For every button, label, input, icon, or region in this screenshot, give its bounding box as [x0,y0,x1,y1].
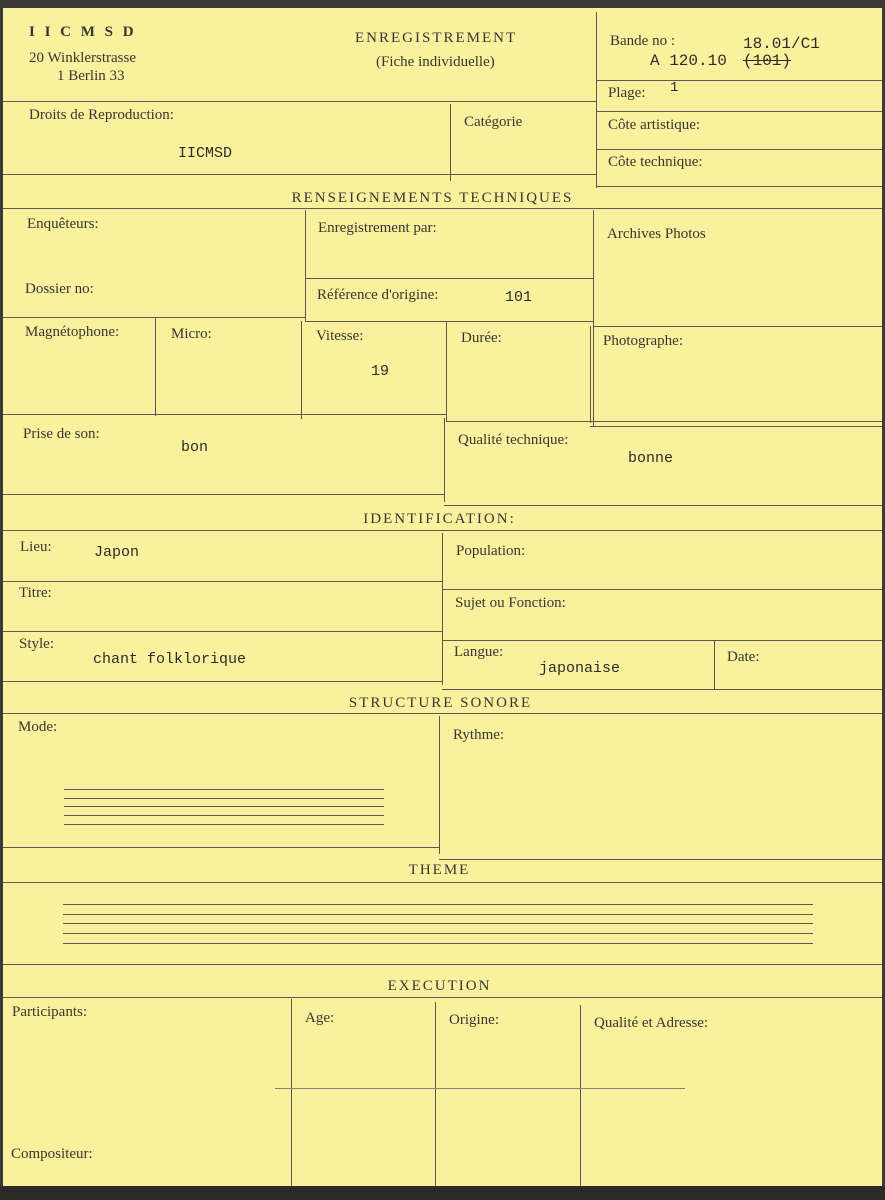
duree-label: Durée: [461,330,502,346]
plage-label: Plage: [608,85,646,101]
lieu-value: Japon [94,544,140,561]
origine-label: Origine: [449,1012,499,1028]
record-card [3,8,882,1194]
prise-de-son-label: Prise de son: [23,426,100,442]
date-label: Date: [727,649,760,665]
langue-value: japonaise [539,660,621,677]
qualite-adresse-label: Qualité et Adresse: [594,1015,709,1031]
sujet-label: Sujet ou Fonction: [455,595,566,611]
magnetophone-label: Magnétophone: [25,324,120,340]
card-bottom-edge [0,1186,885,1200]
bande-value-2: A 120.10 [650,52,727,70]
section-theme-title: THEME [408,862,471,878]
population-label: Population: [456,543,526,559]
participants-label: Participants: [12,1004,87,1020]
address-line-1: 20 Winklerstrasse [29,50,137,66]
archives-photos-label: Archives Photos [607,226,706,242]
qualite-technique-label: Qualité technique: [458,432,569,448]
photographe-label: Photographe: [603,333,683,349]
enqueteurs-label: Enquêteurs: [27,216,99,232]
categorie-label: Catégorie [464,114,523,130]
org-logo: I I C M S D [29,24,137,40]
bande-value-1: 18.01/C1 [743,35,820,53]
qualite-technique-value: bonne [628,450,674,467]
bande-struck-value: (101) [743,52,792,70]
droits-label: Droits de Reproduction: [29,107,174,123]
cote-technique-label: Côte technique: [608,154,703,170]
section-structure-title: STRUCTURE SONORE [348,695,533,711]
reference-label: Référence d'origine: [317,287,439,303]
reference-value: 101 [505,289,533,306]
rythme-label: Rythme: [453,727,505,743]
style-value: chant folklorique [93,651,247,668]
mode-label: Mode: [18,719,58,735]
age-label: Age: [305,1010,335,1026]
section-identification-title: IDENTIFICATION: [363,511,516,527]
compositeur-label: Compositeur: [11,1146,93,1162]
address-line-2: 1 Berlin 33 [57,68,125,84]
titre-label: Titre: [19,585,52,601]
section-technical-title: RENSEIGNEMENTS TECHNIQUES [291,190,574,206]
prise-de-son-value: bon [181,439,209,456]
bande-label: Bande no : [610,33,675,49]
form-title: ENREGISTREMENT [355,30,518,46]
micro-label: Micro: [171,326,212,342]
plage-value: 1 [670,80,679,96]
form-subtitle: (Fiche individuelle) [376,54,495,70]
style-label: Style: [19,636,55,652]
cote-artistique-label: Côte artistique: [608,117,701,133]
section-execution-title: EXECUTION [387,978,492,994]
vitesse-label: Vitesse: [316,328,364,344]
enregistrement-par-label: Enregistrement par: [318,220,437,236]
vitesse-value: 19 [371,363,390,380]
dossier-label: Dossier no: [25,281,94,297]
droits-value: IICMSD [178,145,233,162]
langue-label: Langue: [454,644,504,660]
lieu-label: Lieu: [20,539,52,555]
